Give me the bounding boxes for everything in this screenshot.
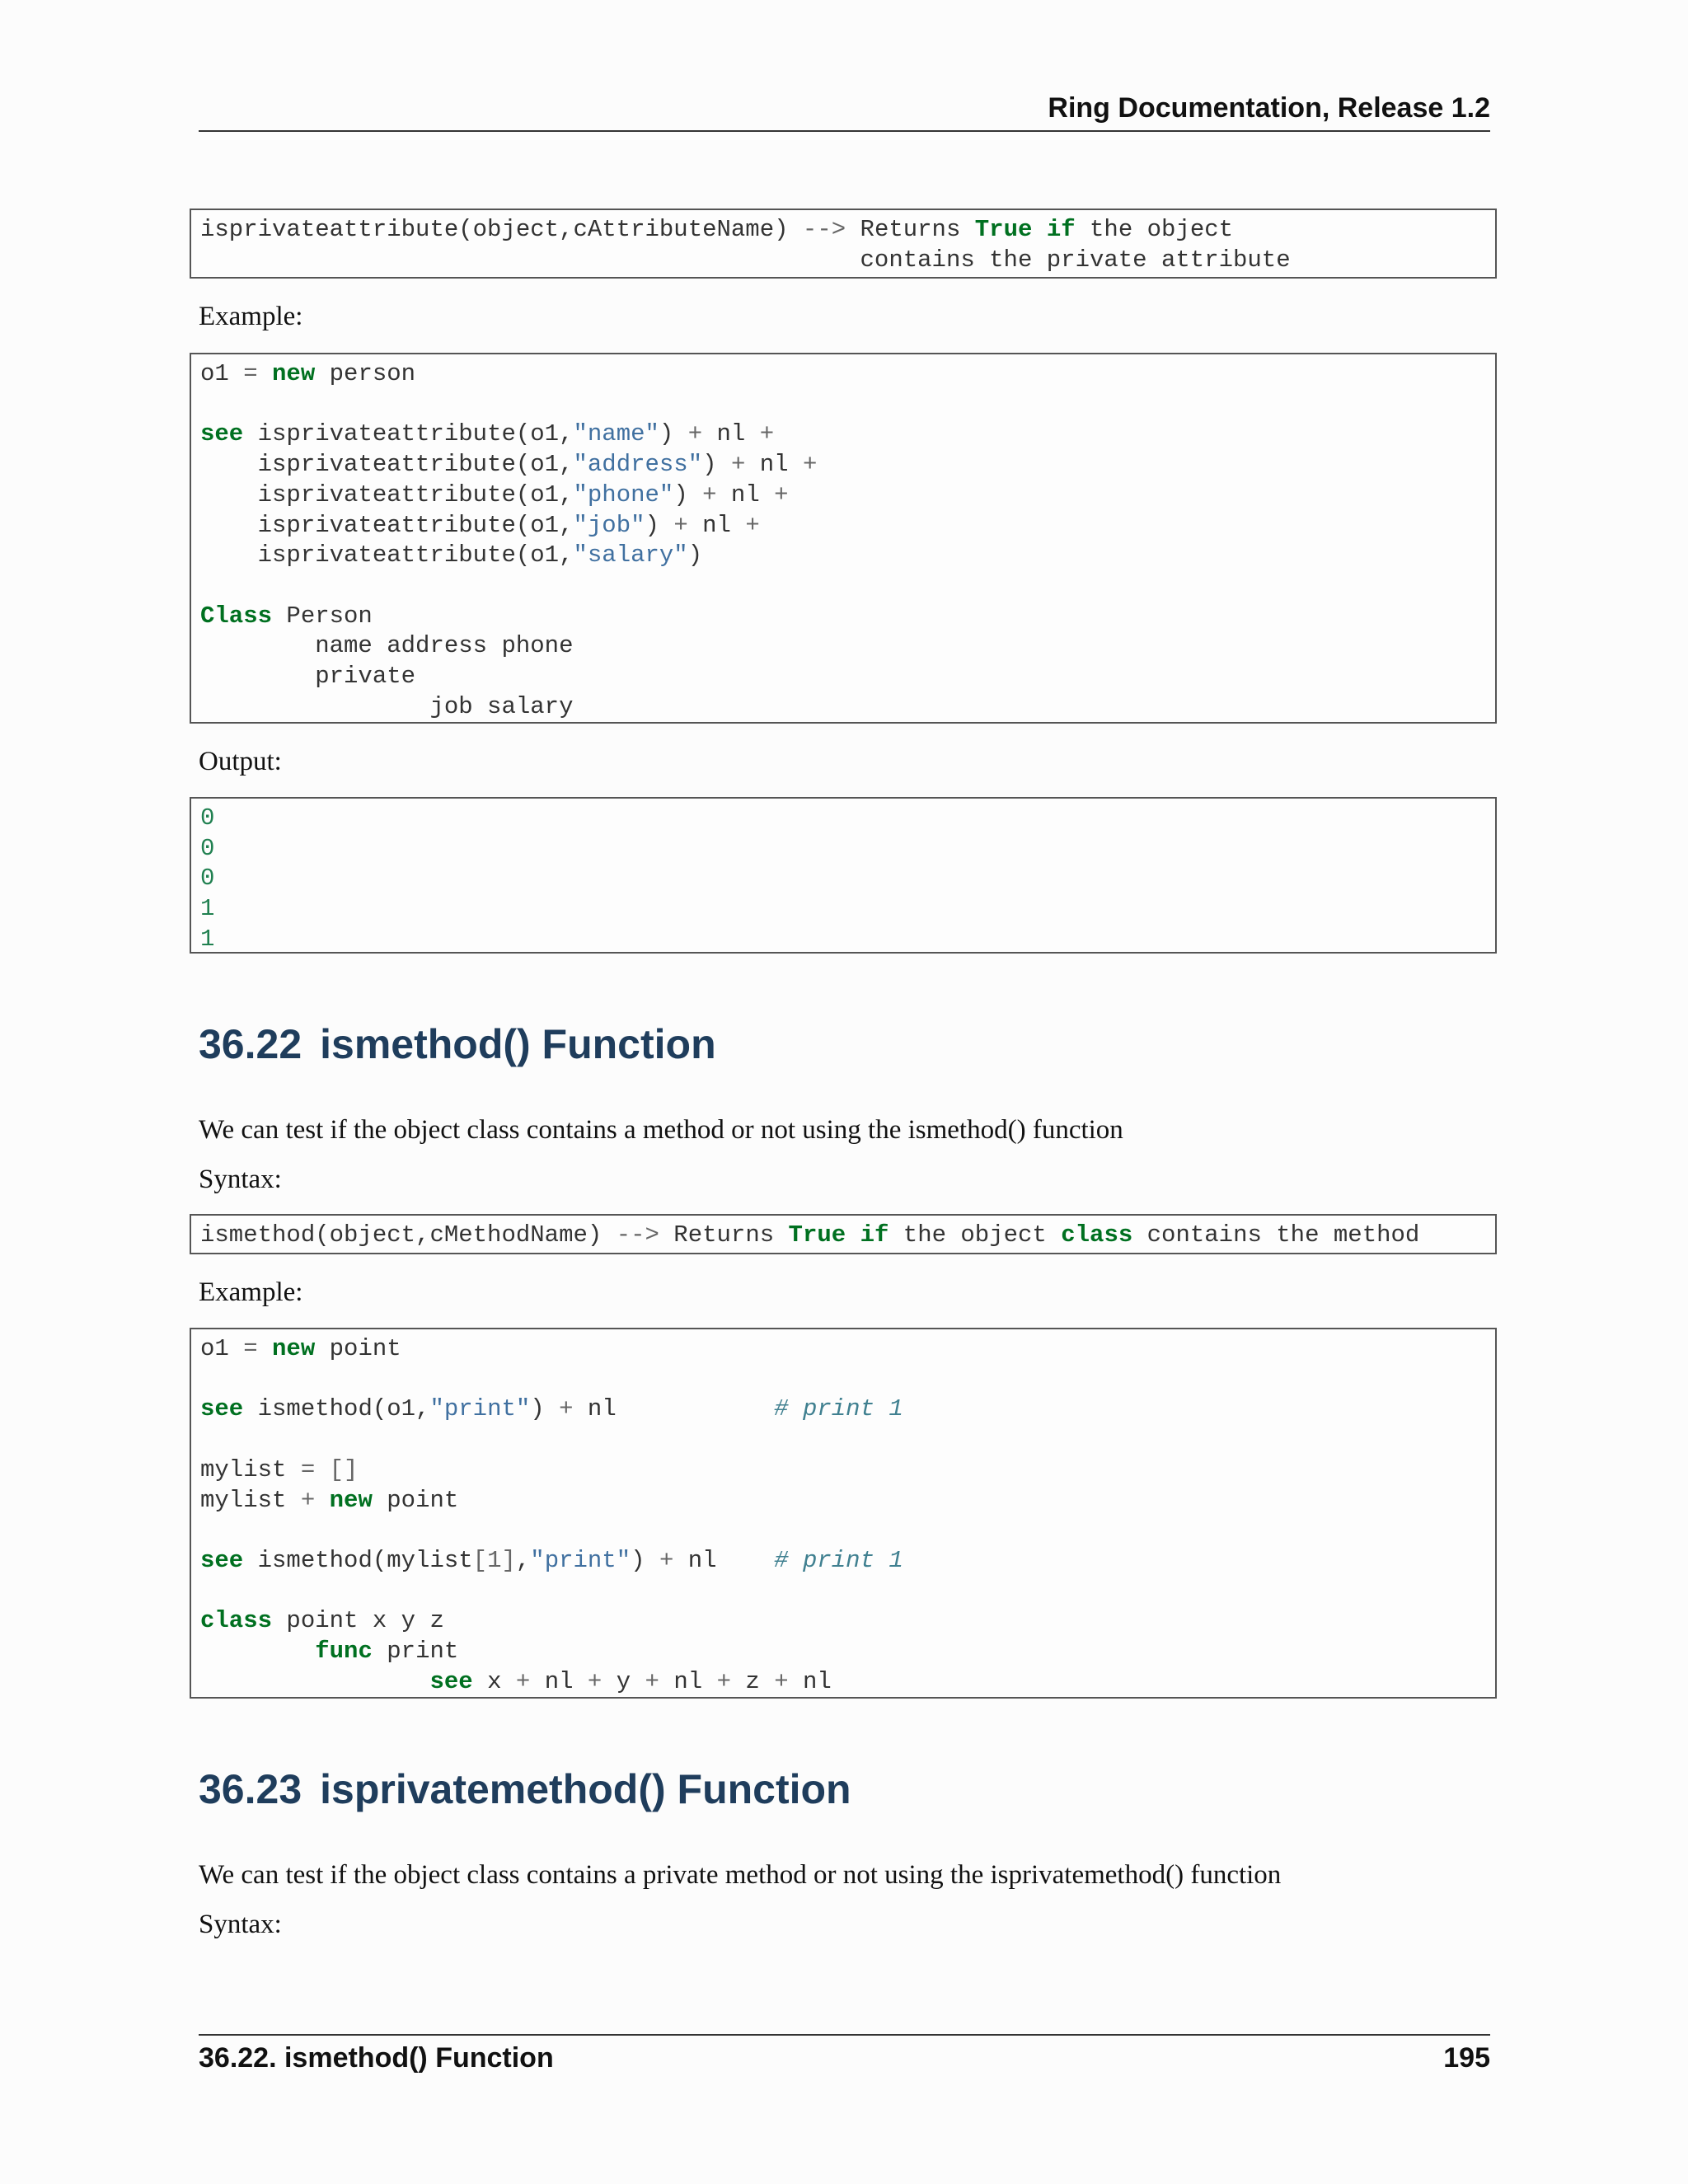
code-token: print	[372, 1638, 459, 1666]
code-token: o1	[200, 360, 244, 387]
code-token: mylist	[200, 1486, 301, 1514]
code-token: nl	[673, 1546, 775, 1574]
section-title-text: isprivatemethod() Function	[320, 1766, 851, 1812]
example-code-block-ismethod	[190, 1328, 1497, 1699]
code-token-kw: True	[974, 216, 1033, 243]
code-token: o1	[200, 1335, 244, 1362]
code-token-num: 0	[200, 865, 215, 893]
code-token-kw: class	[200, 1607, 273, 1635]
code-token-op: =	[243, 360, 258, 387]
code-token: nl	[788, 1667, 832, 1695]
code-token: Returns	[846, 216, 975, 243]
code-token-str: "phone"	[573, 480, 674, 509]
code-token-kw: see	[429, 1667, 473, 1695]
code-token-op: +	[716, 1667, 731, 1695]
code-token-kw: True	[788, 1221, 846, 1249]
code-token-num: 0	[200, 834, 215, 862]
code-token-str: "job"	[573, 511, 645, 539]
code-token: )	[645, 511, 674, 539]
section-number: 36.23	[199, 1766, 302, 1812]
code-token	[200, 1668, 429, 1695]
code-token-op: +	[673, 511, 688, 539]
code-token: y	[602, 1667, 645, 1695]
code-token: nl	[687, 511, 746, 539]
code-token: Person	[272, 602, 373, 630]
code-token: point	[315, 1335, 401, 1362]
code-token-kw: if	[1046, 216, 1076, 243]
code-token: name address phone	[200, 632, 574, 660]
code-token-num: 1	[200, 925, 215, 953]
section-heading-isprivatemethod	[199, 1765, 851, 1813]
code-token-op: +	[774, 480, 789, 509]
output-code-block	[190, 797, 1497, 954]
code-token-op: =	[300, 1455, 316, 1483]
code-text	[191, 1329, 1495, 1697]
code-token-str: "print"	[429, 1395, 531, 1423]
code-token: the object	[1075, 216, 1234, 243]
code-token-kw: see	[200, 1546, 244, 1574]
code-token: the object	[889, 1221, 1062, 1249]
code-token: )	[673, 480, 703, 509]
code-token	[1032, 216, 1046, 243]
code-token-op: +	[759, 420, 775, 448]
output-label: Output:	[199, 747, 282, 776]
code-token: x	[472, 1667, 516, 1695]
code-token-kw: class	[1061, 1221, 1133, 1249]
code-token-kw: new	[272, 1335, 316, 1362]
ismethod-description: We can test if the object class contains a method or not using the ismethod() function	[199, 1115, 1123, 1145]
code-token: isprivateattribute(o1,	[243, 420, 574, 448]
code-token-kw: func	[315, 1638, 373, 1666]
code-token: nl	[659, 1667, 717, 1695]
syntax-code-block-isprivateattribute	[190, 209, 1497, 279]
section-number: 36.22	[199, 1021, 302, 1067]
code-text	[191, 1216, 1495, 1251]
code-token: isprivateattribute(object,cAttributeName)	[200, 216, 803, 243]
code-token-num: 0	[200, 804, 215, 832]
code-token-str: "name"	[573, 420, 659, 448]
code-token: )	[659, 420, 688, 448]
code-token-kw: if	[860, 1221, 889, 1249]
header-rule	[199, 130, 1490, 132]
code-token: mylist	[200, 1455, 301, 1483]
code-token: ismethod(mylist	[243, 1546, 473, 1574]
code-token	[258, 1335, 272, 1362]
code-token	[258, 360, 272, 387]
code-token: Returns	[659, 1221, 789, 1249]
code-token: isprivateattribute(o1,	[200, 480, 574, 509]
code-token: )	[702, 451, 731, 479]
code-token-op: [1]	[472, 1546, 516, 1574]
code-token-op: +	[645, 1667, 659, 1695]
code-token: point x y z	[272, 1607, 444, 1635]
code-token-op: +	[587, 1667, 603, 1695]
code-token-op: +	[559, 1395, 574, 1423]
code-token: )	[530, 1395, 560, 1423]
code-token-kw: new	[329, 1486, 373, 1514]
syntax-code-block-ismethod	[190, 1214, 1497, 1254]
code-token-op: +	[774, 1667, 789, 1695]
code-token-op: =	[243, 1335, 258, 1362]
code-token-op: +	[659, 1546, 674, 1574]
code-token-op: +	[730, 451, 746, 479]
running-header-title: Ring Documentation, Release 1.2	[1048, 92, 1490, 124]
footer-page-number: 195	[1443, 2042, 1490, 2074]
code-token: )	[631, 1546, 659, 1574]
footer-section-title: 36.22. ismethod() Function	[199, 2042, 554, 2074]
code-token-op: +	[702, 480, 717, 509]
code-text	[191, 354, 1495, 722]
code-token: nl	[716, 480, 775, 509]
code-token: nl	[745, 451, 803, 479]
code-token: ismethod(object,cMethodName)	[200, 1221, 617, 1249]
code-token: isprivateattribute(o1,	[200, 511, 574, 539]
code-token: contains the private attribute	[200, 246, 1291, 274]
example-code-block-isprivateattribute	[190, 353, 1497, 724]
code-token	[200, 1638, 315, 1665]
code-token: nl	[702, 420, 760, 448]
code-text	[191, 210, 1495, 275]
code-token: nl	[573, 1395, 775, 1423]
code-token	[315, 1487, 329, 1514]
example-label: Example:	[199, 302, 303, 331]
syntax-label: Syntax:	[199, 1165, 282, 1194]
code-token-kw: Class	[200, 602, 273, 630]
code-token: nl	[530, 1667, 588, 1695]
code-token: isprivateattribute(o1,	[200, 541, 574, 569]
code-token-op: -->	[802, 216, 846, 243]
code-token: z	[730, 1667, 775, 1695]
code-token: isprivateattribute(o1,	[200, 451, 574, 479]
section-heading-ismethod	[199, 1020, 716, 1068]
code-token: contains the method	[1132, 1221, 1420, 1249]
footer-rule	[199, 2034, 1490, 2036]
code-token-kw: new	[272, 360, 316, 387]
code-token-com: # print 1	[774, 1546, 903, 1574]
code-token-op: -->	[616, 1221, 659, 1249]
code-token-op: +	[745, 511, 760, 539]
code-token: private	[200, 663, 416, 691]
isprivatemethod-description: We can test if the object class contains a private method or not using the isprivatemethod() function	[199, 1860, 1282, 1890]
code-token	[846, 1221, 860, 1249]
example-label: Example:	[199, 1277, 303, 1307]
code-text	[191, 799, 1495, 955]
code-token-op: +	[300, 1486, 316, 1514]
section-title-text: ismethod() Function	[320, 1021, 716, 1067]
code-token-op: +	[802, 451, 818, 479]
code-token: job salary	[200, 692, 574, 720]
code-token-num: 1	[200, 895, 215, 923]
code-token-com: # print 1	[774, 1395, 903, 1423]
code-token-str: "salary"	[573, 541, 688, 569]
code-token-op: []	[329, 1455, 359, 1483]
code-token: point	[372, 1486, 459, 1514]
code-token: person	[315, 360, 416, 387]
code-token: )	[687, 541, 703, 569]
code-token-str: "address"	[573, 451, 703, 479]
code-token: ismethod(o1,	[243, 1395, 430, 1423]
code-token: ,	[515, 1546, 531, 1574]
code-token-str: "print"	[530, 1546, 631, 1574]
code-token-kw: see	[200, 1395, 244, 1423]
code-token-kw: see	[200, 420, 244, 448]
code-token-op: +	[515, 1667, 531, 1695]
code-token	[315, 1456, 329, 1483]
syntax-label: Syntax:	[199, 1910, 282, 1939]
code-token-op: +	[687, 420, 703, 448]
